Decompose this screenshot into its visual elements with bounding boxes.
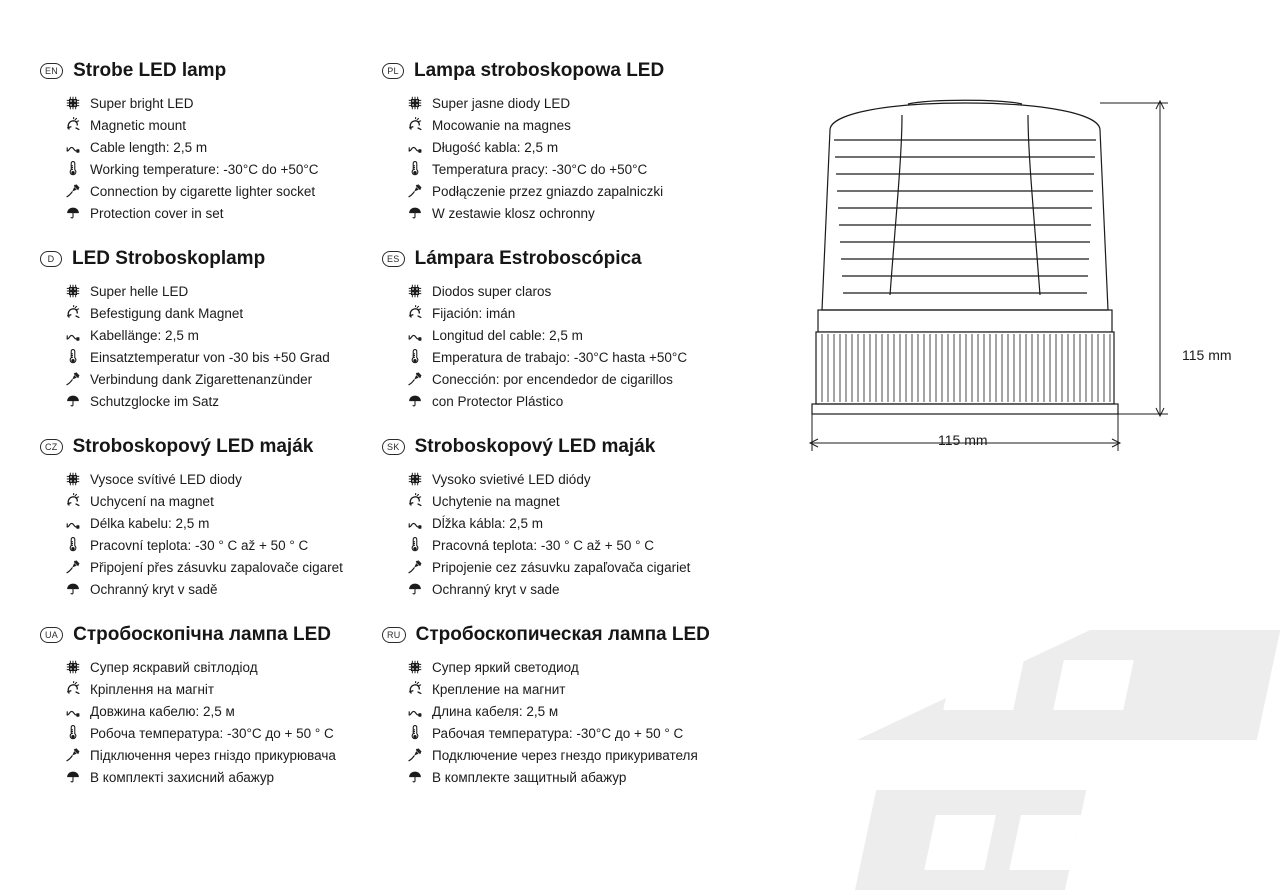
feature-item (64, 766, 380, 788)
feature-text: Długość kabla: 2,5 m (432, 139, 559, 155)
height-dimension-label: 115 mm (1182, 347, 1232, 363)
feature-item (406, 324, 722, 346)
feature-text: Pracovná teplota: -30 ° C až + 50 ° C (432, 537, 655, 553)
language-block-d (40, 248, 380, 412)
product-title: Stroboskopový LED maják (414, 436, 656, 457)
magnet-icon (64, 492, 82, 510)
feature-item (64, 324, 380, 346)
product-title: Lámpara Estroboscópica (414, 248, 642, 269)
plug-icon (406, 182, 424, 200)
feature-text: Довжина кабелю: 2,5 м (90, 703, 235, 719)
cable-icon (406, 138, 424, 156)
led-chip-icon (406, 94, 424, 112)
feature-text: Délka kabelu: 2,5 m (90, 515, 210, 531)
feature-list (382, 468, 722, 600)
thermometer-icon (406, 160, 424, 178)
cover-icon (64, 580, 82, 598)
feature-item (64, 114, 380, 136)
feature-text: Befestigung dank Magnet (90, 305, 244, 321)
feature-item (64, 202, 380, 224)
feature-item (64, 280, 380, 302)
thermometer-icon (64, 348, 82, 366)
feature-list (40, 468, 380, 600)
feature-list (40, 92, 380, 224)
feature-text: Diodos super claros (432, 283, 552, 299)
led-chip-icon (64, 282, 82, 300)
feature-item (64, 92, 380, 114)
feature-item (406, 656, 722, 678)
feature-text: Рабочая температура: -30°C до + 50 ° C (432, 725, 684, 741)
plug-icon (64, 182, 82, 200)
feature-item (64, 368, 380, 390)
feature-text: Uchytenie na magnet (432, 493, 560, 509)
language-block-cz (40, 436, 380, 600)
plug-icon (406, 370, 424, 388)
language-code-badge: PL (382, 63, 404, 79)
led-chip-icon (64, 94, 82, 112)
feature-text: Кріплення на магніт (90, 681, 215, 697)
led-chip-icon (406, 470, 424, 488)
feature-text: Uchycení na magnet (90, 493, 214, 509)
feature-text: Cable length: 2,5 m (90, 139, 208, 155)
feature-item (64, 136, 380, 158)
thermometer-icon (64, 160, 82, 178)
led-chip-icon (64, 470, 82, 488)
language-code-badge: UA (40, 627, 63, 643)
cable-icon (64, 514, 82, 532)
feature-list (382, 656, 722, 788)
magnet-icon (406, 116, 424, 134)
feature-item (64, 512, 380, 534)
language-code-badge: EN (40, 63, 63, 79)
plug-icon (406, 746, 424, 764)
plug-icon (64, 370, 82, 388)
feature-item (406, 490, 722, 512)
cable-icon (406, 514, 424, 532)
language-header (382, 624, 722, 646)
feature-item (406, 744, 722, 766)
language-header (382, 60, 722, 82)
product-title: Strobe LED lamp (73, 60, 227, 81)
feature-item (64, 534, 380, 556)
language-spec-grid (40, 60, 780, 812)
language-block-pl (382, 60, 722, 224)
feature-text: Vysoko svietivé LED diódy (432, 471, 591, 487)
product-title: Стробоскопічна лампа LED (73, 624, 331, 645)
feature-text: Připojení přes zásuvku zapalovače cigaret (90, 559, 343, 575)
feature-item (64, 678, 380, 700)
product-title: LED Stroboskoplamp (72, 248, 266, 269)
feature-text: Conección: por encendedor de cigarillos (432, 371, 673, 387)
feature-text: Magnetic mount (90, 117, 187, 133)
cover-icon (406, 392, 424, 410)
feature-text: Einsatztemperatur von -30 bis +50 Grad (90, 349, 330, 365)
feature-text: Connection by cigarette lighter socket (90, 183, 316, 199)
feature-item (406, 346, 722, 368)
feature-text: Protection cover in set (90, 205, 224, 221)
feature-item (64, 180, 380, 202)
feature-text: Longitud del cable: 2,5 m (432, 327, 583, 343)
feature-text: Робоча температура: -30°C до + 50 ° C (90, 725, 334, 741)
feature-text: Temperatura pracy: -30°C do +50°C (432, 161, 648, 177)
feature-list (382, 92, 722, 224)
feature-item (406, 158, 722, 180)
feature-item (406, 280, 722, 302)
feature-item (64, 744, 380, 766)
feature-item (406, 114, 722, 136)
language-block-en (40, 60, 380, 224)
magnet-icon (64, 116, 82, 134)
thermometer-icon (406, 348, 424, 366)
feature-text: Vysoce svítivé LED diody (90, 471, 242, 487)
magnet-icon (406, 492, 424, 510)
thermometer-icon (64, 536, 82, 554)
language-header (40, 60, 380, 82)
language-header (382, 436, 722, 458)
plug-icon (406, 558, 424, 576)
feature-item (406, 512, 722, 534)
feature-text: W zestawie klosz ochronny (432, 205, 595, 221)
feature-item (64, 390, 380, 412)
feature-text: Ochranný kryt v sade (432, 581, 560, 597)
feature-item (406, 722, 722, 744)
feature-item (406, 302, 722, 324)
magnet-icon (64, 304, 82, 322)
language-header (40, 248, 380, 270)
feature-item (406, 468, 722, 490)
feature-item (406, 678, 722, 700)
plug-icon (64, 746, 82, 764)
feature-item (406, 390, 722, 412)
thermometer-icon (64, 724, 82, 742)
feature-item (64, 578, 380, 600)
feature-item (64, 656, 380, 678)
cover-icon (64, 768, 82, 786)
thermometer-icon (406, 536, 424, 554)
feature-text: Super jasne diody LED (432, 95, 571, 111)
product-title: Lampa stroboskopowa LED (414, 60, 665, 81)
led-chip-icon (406, 658, 424, 676)
language-block-ru (382, 624, 722, 788)
feature-text: Super helle LED (90, 283, 189, 299)
feature-text: Mocowanie na magnes (432, 117, 571, 133)
feature-list (40, 656, 380, 788)
language-block-es (382, 248, 722, 412)
led-chip-icon (406, 282, 424, 300)
language-code-badge: SK (382, 439, 405, 455)
feature-text: Длина кабеля: 2,5 м (432, 703, 559, 719)
feature-text: Подключение через гнездо прикуривателя (432, 747, 698, 763)
feature-text: Working temperature: -30°C do +50°C (90, 161, 319, 177)
feature-item (406, 556, 722, 578)
language-code-badge: CZ (40, 439, 63, 455)
feature-item (406, 202, 722, 224)
language-header (40, 624, 380, 646)
feature-item (64, 700, 380, 722)
feature-text: Fijación: imán (432, 305, 516, 321)
feature-text: Emperatura de trabajo: -30°C hasta +50°C (432, 349, 688, 365)
feature-text: Super bright LED (90, 95, 194, 111)
feature-text: В комплекте защитный абажур (432, 769, 627, 785)
feature-list (40, 280, 380, 412)
language-header (382, 248, 722, 270)
language-block-sk (382, 436, 722, 600)
feature-list (382, 280, 722, 412)
watermark-logo (790, 490, 1280, 890)
cable-icon (406, 326, 424, 344)
feature-text: Pracovní teplota: -30 ° C až + 50 ° C (90, 537, 309, 553)
feature-text: Підключення через гніздо прикурювача (90, 747, 336, 763)
cable-icon (406, 702, 424, 720)
feature-item (64, 556, 380, 578)
feature-text: Крепление на магнит (432, 681, 566, 697)
cover-icon (406, 768, 424, 786)
magnet-icon (64, 680, 82, 698)
product-title: Stroboskopový LED maják (72, 436, 314, 457)
feature-item (64, 722, 380, 744)
feature-item (64, 346, 380, 368)
cover-icon (64, 392, 82, 410)
cable-icon (64, 702, 82, 720)
feature-text: Kabellänge: 2,5 m (90, 327, 199, 343)
feature-item (406, 766, 722, 788)
feature-text: Podłączenie przez gniazdo zapalniczki (432, 183, 664, 199)
feature-item (64, 490, 380, 512)
language-code-badge: D (40, 251, 62, 267)
product-drawing (790, 95, 1250, 475)
magnet-icon (406, 304, 424, 322)
feature-item (406, 368, 722, 390)
plug-icon (64, 558, 82, 576)
feature-text: Ochranný kryt v sadě (90, 581, 218, 597)
language-header (40, 436, 380, 458)
cover-icon (406, 204, 424, 222)
feature-text: Dĺžka kábla: 2,5 m (432, 515, 544, 531)
feature-item (64, 302, 380, 324)
feature-item (406, 534, 722, 556)
feature-item (406, 700, 722, 722)
feature-text: Супер яскравий світлодіод (90, 659, 258, 675)
feature-text: В комплекті захисний абажур (90, 769, 275, 785)
feature-item (64, 468, 380, 490)
feature-item (406, 92, 722, 114)
led-chip-icon (64, 658, 82, 676)
cover-icon (64, 204, 82, 222)
cable-icon (64, 138, 82, 156)
language-code-badge: ES (382, 251, 405, 267)
feature-text: Schutzglocke im Satz (90, 393, 220, 409)
feature-text: con Protector Plástico (432, 393, 564, 409)
thermometer-icon (406, 724, 424, 742)
magnet-icon (406, 680, 424, 698)
cover-icon (406, 580, 424, 598)
language-code-badge: RU (382, 627, 406, 643)
feature-item (406, 180, 722, 202)
feature-item (406, 136, 722, 158)
feature-text: Pripojenie cez zásuvku zapaľovača cigariet (432, 559, 691, 575)
feature-text: Verbindung dank Zigarettenanzünder (90, 371, 313, 387)
language-block-ua (40, 624, 380, 788)
feature-item (64, 158, 380, 180)
feature-text: Супер яркий светодиод (432, 659, 579, 675)
width-dimension-label: 115 mm (938, 432, 988, 448)
product-title: Стробоскопическая лампа LED (415, 624, 710, 645)
cable-icon (64, 326, 82, 344)
feature-item (406, 578, 722, 600)
